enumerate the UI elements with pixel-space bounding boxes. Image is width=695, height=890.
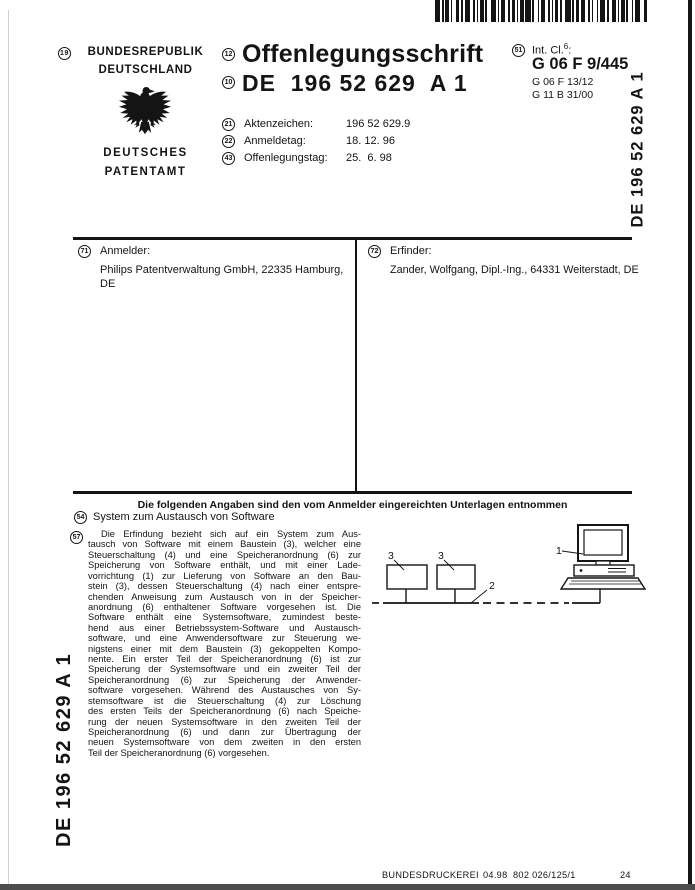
abstract-line: neuen Systemsoftware von dem zweiten in den ersten [88, 737, 361, 748]
abstract-line: nigstens einer mit dem Baustein (3) gekoppelten Kompo- [88, 643, 361, 654]
inventor-value: Zander, Wolfgang, Dipl.-Ing., 64331 Weiterstadt, DE [390, 264, 639, 276]
publication-date-value: 25. 6. 98 [346, 152, 392, 164]
office-name [78, 144, 213, 182]
abstract-line: Die Erfindung bezieht sich auf ein System zum Aus- [101, 529, 361, 539]
bibliographic-data [222, 117, 482, 168]
int-cl-edition-sup: 6 [563, 42, 569, 51]
rule-header-bottom [73, 237, 632, 240]
inid-code-10: 10 [222, 76, 235, 89]
inid-code-71: 71 [78, 245, 91, 258]
filing-date-label: Anmeldetag: [244, 135, 306, 147]
figure-label-module-right: 3 [438, 550, 444, 562]
biblio-row-filing-date [222, 134, 482, 151]
inid-code-19: 19 [58, 47, 71, 60]
inid-code-21: 21 [222, 118, 235, 131]
page-edge-left [8, 10, 9, 884]
module-box-left [387, 565, 427, 589]
page-number: 24 [620, 870, 631, 880]
filing-number-label: Aktenzeichen: [244, 118, 314, 130]
abstract-line: Speicherung von Software enthält, und mit einer Lade- [88, 560, 361, 571]
abstract-line: hend aus einer Betriebssystem-Software und Austausch- [88, 622, 361, 633]
int-cl-main: G 06 F 9/445 [532, 55, 629, 73]
barcode-gap [647, 0, 649, 22]
int-cl-colon: : [568, 44, 572, 57]
filing-date-value: 18. 12. 96 [346, 135, 395, 147]
office-line1: DEUTSCHES [103, 147, 188, 159]
country-text-1: BUNDESREPUBLIK [87, 46, 204, 58]
applicant-value: Philips Patentverwaltung GmbH, 22335 Hamburg, DE [100, 264, 344, 290]
barcode [435, 0, 650, 22]
abstract-text [88, 529, 361, 758]
int-cl-secondary-1: G 06 F 13/12 [532, 76, 594, 88]
inid-code-54: 54 [74, 511, 87, 524]
figure-label-module-left: 3 [388, 550, 394, 562]
page-edge-right [688, 0, 692, 890]
figure-1 [372, 523, 647, 638]
federal-eagle-emblem [114, 84, 176, 147]
inid-code-12: 12 [222, 48, 235, 61]
inid-code-43: 43 [222, 152, 235, 165]
page-edge-bottom [0, 884, 695, 890]
side-label-top-right: DE 196 52 629 A 1 [628, 71, 647, 228]
abstract-line: vorrichtung (1) zur Lieferung von Software an den Bau- [88, 570, 361, 581]
abstract-line: Steuerschaltung (4) und eine Speicheranordnung (6) zur [88, 549, 361, 560]
doc-type-title: Offenlegungsschrift [242, 40, 484, 68]
inid-code-72: 72 [368, 245, 381, 258]
inid-code-22: 22 [222, 135, 235, 148]
rule-parties-bottom [73, 491, 632, 494]
abstract-line: nente. Ein erster Teil der Speicheranordnung (6) ist zur [88, 654, 361, 665]
abstract-line: Speicherung der Systemsoftware und ein zweiter Teil der [88, 664, 361, 675]
biblio-row-filing-number [222, 117, 482, 134]
abstract-line: rung der neuen Systemsoftware in den zweiten Teil der [88, 716, 361, 727]
abstract-line: Software enthält eine Systemsoftware, zumindest beste- [88, 612, 361, 623]
abstract-line: software vorgesehen. Während des Austausches von Sy- [88, 685, 361, 696]
abstract-line: software, und eine Anwendersoftware zur Steuerung we- [88, 633, 361, 644]
abstract-line: chenden Anweisung zum Austausch von in der Speicher- [88, 591, 361, 602]
abstract-line: stein (3), dessen Steuerschaltung (4) nach einer entspre- [88, 581, 361, 592]
abstract-line: anordnung (6) enthaltener Software vorgesehen ist. Die [88, 601, 361, 612]
module-box-right [437, 565, 475, 589]
printer-name: BUNDESDRUCKEREI [382, 870, 479, 880]
int-cl-label-text: Int. Cl. [532, 44, 564, 57]
filing-number-value: 196 52 629.9 [346, 118, 411, 130]
print-code: 802 026/125/1 [513, 870, 576, 880]
parties-column-divider [355, 239, 357, 491]
side-label-bottom-left: DE 196 52 629 A 1 [53, 652, 75, 847]
publication-date-label: Offenlegungstag: [244, 152, 328, 164]
inid-code-51: 51 [512, 44, 525, 57]
country-name-line2: DEUTSCHLAND [98, 64, 193, 76]
applicant-documents-notice: Die folgenden Angaben sind den vom Anmelder eingereichten Unterlagen entnommen [137, 499, 568, 511]
abstract-line: des ersten Teils der Speicheranordnung (6) nach Speiche- [88, 706, 361, 717]
inventor-label: Erfinder: [390, 245, 432, 257]
abstract-line: Speicheranordnung (6) zur Speicherung der Anwender- [88, 674, 361, 685]
figure-label-loader: 1 [556, 545, 562, 557]
abstract-line: stemsoftware ist die Steuerschaltung (4) zur Löschung [88, 695, 361, 706]
inid-code-57: 57 [70, 531, 83, 544]
biblio-row-publication-date [222, 151, 482, 168]
invention-title: System zum Austausch von Software [93, 511, 275, 523]
int-cl-secondary-2: G 11 B 31/00 [532, 89, 594, 101]
abstract-line: Teil der Speicheranordnung (6) vorgesehen. [88, 747, 270, 758]
int-cl-secondary [532, 76, 593, 102]
country-name-line1 [60, 46, 213, 58]
office-line2: PATENTAMT [104, 166, 187, 178]
figure-label-bus: 2 [489, 580, 495, 592]
abstract-line: Speicheranordnung (6) und dann zur Übertragung der [88, 727, 361, 738]
applicant-label: Anmelder: [100, 245, 151, 257]
doc-number: DE 196 52 629 A 1 [242, 70, 468, 96]
abstract-line: tausch von Software mit einem Baustein (3), welcher eine [88, 539, 361, 550]
print-date: 04.98 [483, 870, 508, 880]
loader-computer-drawing [561, 525, 645, 589]
